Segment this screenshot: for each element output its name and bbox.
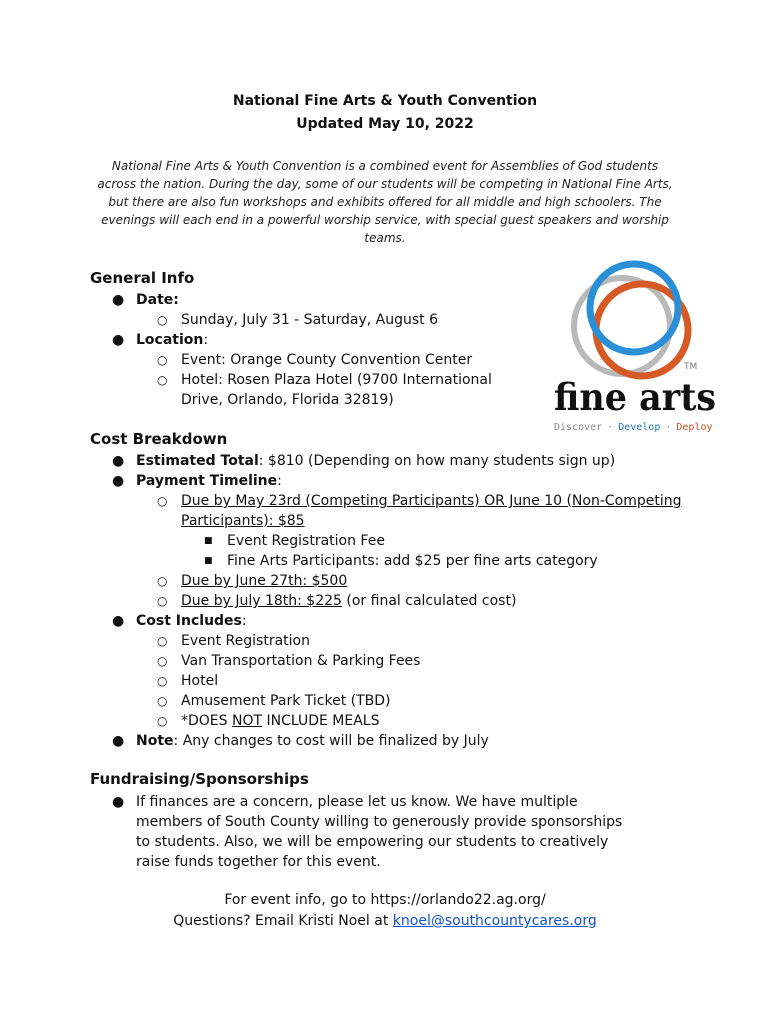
due-3-item [0,591,770,611]
fundraising-heading: Fundraising/Sponsorships [90,770,309,788]
includes-item: ○ Amusement Park Ticket (TBD) [157,693,391,709]
due-3-text: Due by July 18th: $225 [181,593,342,609]
due-1-text: Due by May 23rd (Competing Participants) OR June 10 (Non-Competing Participants): $85 [181,493,682,529]
estimated-total-item [0,451,770,471]
includes-item: ○ Van Transportation & Parking Fees [157,653,421,669]
intro-paragraph: National Fine Arts & Youth Convention is a combined event for Assemblies of God students across the nation. During the day, some of our students will be competing in National Fine Arts, but there are also fun workshops and exhibits offered for all middle and high schoolers. The evenings will each end in a powerful worship service, with special guest speakers and worship teams. [97,159,673,245]
due-2-item [0,571,770,591]
cost-breakdown-heading: Cost Breakdown [90,430,228,448]
note-value: : Any changes to cost will be finalized by July [173,733,489,749]
questions-line: Questions? Email Kristi Noel at knoel@southcountycares.org [173,913,597,929]
logo-tagline: Discover · Develop · Deploy [554,422,713,433]
bullet-circle: ○ [157,694,168,708]
due-1-sub-1: ■ Event Registration Fee [204,533,385,549]
event-info-line: For event info, go to https://orlando22.ag.org/ [224,892,546,908]
estimated-total-label: Estimated Total [136,453,259,469]
meals-item: ○ *DOES NOT INCLUDE MEALS [157,713,380,729]
document-updated-date: Updated May 10, 2022 [296,116,474,132]
bullet-disc: ● [112,453,125,469]
fundraising-text: If finances are a concern, please let us know. We have multiple members of South County willing to generously provide sponsorships to students. Also, we will be empowering our students to creatively raise funds together for this event. [136,794,623,870]
bullet-disc: ● [112,292,125,308]
location-hotel: Hotel: Rosen Plaza Hotel (9700 International Drive, Orlando, Florida 32819) [181,372,492,408]
estimated-total-value: : $810 (Depending on how many students sign up) [258,453,616,469]
due-1-sub-2: ■ Fine Arts Participants: add $25 per fine arts category [204,553,598,569]
date-value: Sunday, July 31 - Saturday, August 6 [181,312,439,328]
payment-timeline-item: ● Payment Timeline: [112,473,282,489]
location-item: ● Location: [112,332,209,348]
bullet-disc: ● [112,794,125,810]
fundraising-list [0,792,770,872]
logo-trademark: TM [684,362,698,372]
note-item [0,731,770,751]
due-3-note: (or final calculated cost) [341,593,517,609]
due-1-item [0,491,770,531]
location-label: Location [136,332,204,348]
fine-arts-logo [552,258,722,436]
payment-timeline-label: Payment Timeline [136,473,278,489]
due-2-text: Due by June 27th: $500 [181,573,348,589]
cost-breakdown-list [0,451,770,751]
bullet-circle: ○ [157,714,168,728]
note-label: Note [136,733,174,749]
cost-includes-label: Cost Includes [136,613,242,629]
email-link[interactable]: knoel@southcountycares.org [392,913,597,929]
bullet-circle: ○ [157,574,168,588]
bullet-circle: ○ [157,674,168,688]
bullet-circle: ○ [157,634,168,648]
bullet-square: ■ [204,536,213,546]
bullet-disc: ● [112,733,125,749]
cost-includes-item: ● Cost Includes: [112,613,247,629]
bullet-circle: ○ [157,313,168,327]
includes-item: ○ Event Registration [157,633,310,649]
bullet-disc: ● [112,473,125,489]
bullet-circle: ○ [157,654,168,668]
date-label: Date: [136,292,179,308]
bullet-disc: ● [112,332,125,348]
includes-item: ○ Hotel [157,673,219,689]
logo-wordmark: fine arts [554,375,716,419]
bullet-circle: ○ [157,373,168,387]
bullet-disc: ● [112,613,125,629]
bullet-circle: ○ [157,594,168,608]
location-event: Event: Orange County Convention Center [181,352,473,368]
general-info-heading: General Info [90,269,195,287]
bullet-circle: ○ [157,353,168,367]
bullet-circle: ○ [157,494,168,508]
fundraising-item [0,792,770,872]
document-title: National Fine Arts & Youth Convention [232,93,538,109]
bullet-square: ■ [204,556,213,566]
